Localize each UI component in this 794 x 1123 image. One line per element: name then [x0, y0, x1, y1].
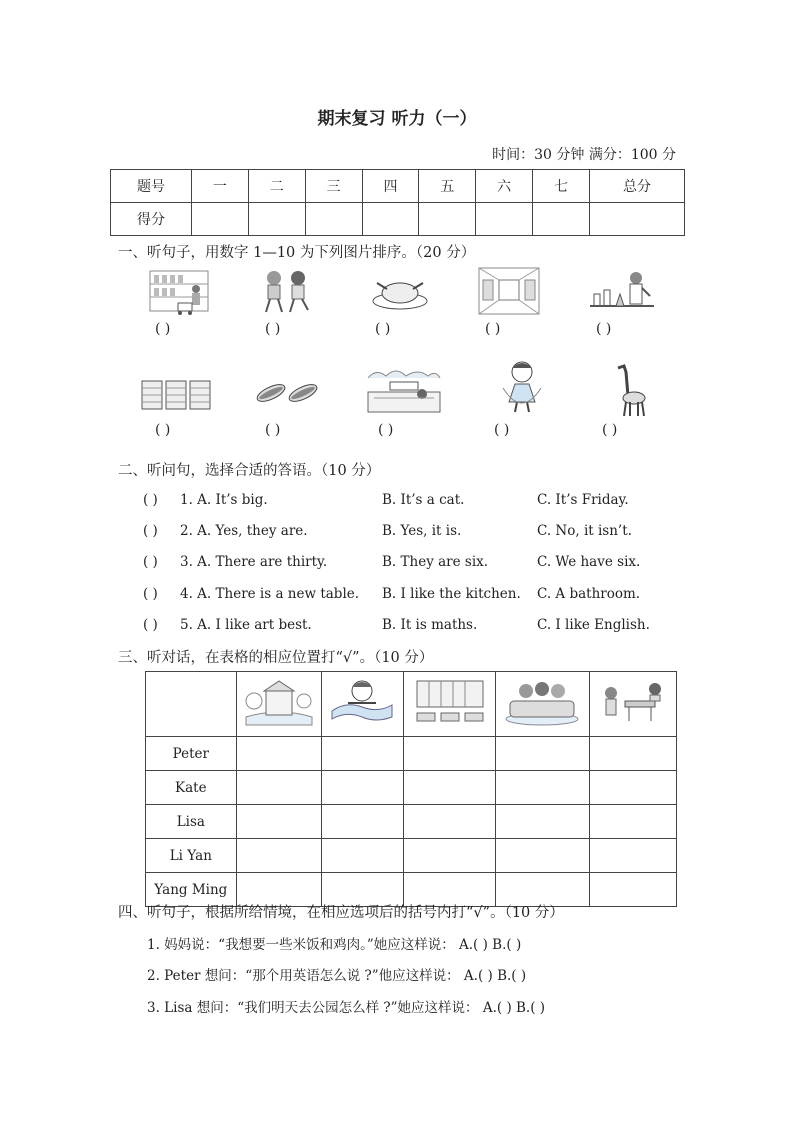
answer-blank[interactable]: ( ): [596, 321, 612, 337]
situation-item-3: 3. Lisa 想问：“我们明天去公园怎么样 ?”她应这样说： A.( ) B.( ): [147, 1000, 546, 1016]
situation-item-2: 2. Peter 想问：“那个用英语怎么说 ?”他应这样说： A.( ) B.( ): [147, 968, 527, 984]
score-table-header-row: [111, 170, 685, 203]
score-cell[interactable]: [476, 203, 533, 236]
check-cell[interactable]: [403, 737, 495, 771]
score-cell[interactable]: [305, 203, 362, 236]
score-header-cell: 四: [362, 170, 419, 203]
amusement-park-picture-icon: [242, 677, 316, 727]
score-header-cell: 五: [419, 170, 476, 203]
answer-blank[interactable]: ( ): [265, 422, 281, 438]
hot-dogs-picture-icon: [255, 376, 321, 410]
answer-blank[interactable]: ( ): [143, 617, 158, 633]
option-a: 2. A. Yes, they are.: [180, 523, 308, 539]
table-row: [146, 805, 677, 839]
checkmark-table: [145, 671, 677, 907]
check-cell[interactable]: [236, 771, 321, 805]
section2-heading: 二、听问句，选择合适的答语。（10 分）: [118, 463, 381, 479]
time-info: 时间：30 分钟 满分：100 分: [492, 147, 676, 163]
option-a: 5. A. I like art best.: [180, 617, 312, 633]
table-row: [146, 737, 677, 771]
score-header-cell: 七: [533, 170, 590, 203]
answer-blank[interactable]: ( ): [375, 321, 391, 337]
score-cell[interactable]: [590, 203, 685, 236]
corner-cell: [146, 672, 237, 737]
option-c: C. A bathroom.: [537, 586, 641, 602]
table-row: [146, 839, 677, 873]
score-header-cell: 题号: [111, 170, 192, 203]
score-cell[interactable]: [248, 203, 305, 236]
column-picture-cell: [496, 672, 589, 737]
check-cell[interactable]: [403, 839, 495, 873]
swimming-picture-icon: [328, 677, 396, 727]
student-name: Li Yan: [146, 839, 237, 873]
page-title: 期末复习 听力（一）: [317, 109, 477, 129]
answer-blank[interactable]: ( ): [143, 586, 158, 602]
check-cell[interactable]: [236, 805, 321, 839]
score-cell[interactable]: [192, 203, 249, 236]
check-cell[interactable]: [589, 805, 676, 839]
answer-blank[interactable]: ( ): [155, 321, 171, 337]
score-header-cell: 总分: [590, 170, 685, 203]
check-cell[interactable]: [321, 771, 403, 805]
option-b: B. They are six.: [382, 554, 489, 570]
column-picture-cell: [403, 672, 495, 737]
people-at-table-picture-icon: [597, 677, 669, 727]
answer-blank[interactable]: ( ): [143, 554, 158, 570]
score-header-cell: 六: [476, 170, 533, 203]
answer-blank[interactable]: ( ): [485, 321, 501, 337]
check-cell[interactable]: [496, 839, 589, 873]
situation-item-1: 1. 妈妈说：“我想要一些米饭和鸡肉。”她应这样说： A.( ) B.( ): [147, 937, 522, 953]
score-header-cell: 三: [305, 170, 362, 203]
score-row-label: 得分: [111, 203, 192, 236]
score-cell[interactable]: [362, 203, 419, 236]
classroom-picture-icon: [411, 677, 489, 727]
check-cell[interactable]: [589, 873, 676, 907]
checkmark-table-header: [146, 672, 677, 737]
option-b: B. Yes, it is.: [382, 523, 462, 539]
score-cell[interactable]: [533, 203, 590, 236]
check-cell[interactable]: [496, 771, 589, 805]
answer-blank[interactable]: ( ): [155, 422, 171, 438]
family-sofa-picture-icon: [502, 677, 582, 727]
score-header-cell: 一: [192, 170, 249, 203]
check-cell[interactable]: [403, 805, 495, 839]
section4-heading: 四、听句子，根据所给情境，在相应选项后的括号内打“√”。（10 分）: [118, 905, 564, 921]
table-row: [146, 771, 677, 805]
girl-skipping-rope-picture-icon: [495, 358, 549, 416]
option-b: B. I like the kitchen.: [382, 586, 521, 602]
option-b: B. It is maths.: [382, 617, 478, 633]
score-table-score-row: [111, 203, 685, 236]
check-cell[interactable]: [236, 737, 321, 771]
check-cell[interactable]: [496, 737, 589, 771]
answer-blank[interactable]: ( ): [378, 422, 394, 438]
student-name: Kate: [146, 771, 237, 805]
score-cell[interactable]: [419, 203, 476, 236]
student-name: Lisa: [146, 805, 237, 839]
column-picture-cell: [321, 672, 403, 737]
giraffe-picture-icon: [610, 360, 650, 418]
option-c: C. I like English.: [537, 617, 650, 633]
supermarket-picture-icon: [148, 267, 210, 317]
option-c: C. We have six.: [537, 554, 641, 570]
section1-heading: 一、听句子，用数字 1—10 为下列图片排序。（20 分）: [118, 245, 476, 261]
check-cell[interactable]: [321, 805, 403, 839]
hallway-picture-icon: [477, 266, 541, 316]
score-table: [110, 169, 685, 236]
science-lab-picture-icon: [588, 266, 656, 316]
check-cell[interactable]: [589, 839, 676, 873]
option-a: 3. A. There are thirty.: [180, 554, 328, 570]
option-c: C. It’s Friday.: [537, 492, 629, 508]
zoo-entrance-picture-icon: [366, 364, 442, 414]
answer-blank[interactable]: ( ): [602, 422, 618, 438]
roast-chicken-picture-icon: [371, 275, 429, 311]
answer-blank[interactable]: ( ): [143, 523, 158, 539]
answer-blank[interactable]: ( ): [265, 321, 281, 337]
check-cell[interactable]: [589, 771, 676, 805]
student-name: Yang Ming: [146, 873, 237, 907]
check-cell[interactable]: [403, 771, 495, 805]
score-header-cell: 二: [248, 170, 305, 203]
column-picture-cell: [589, 672, 676, 737]
student-name: Peter: [146, 737, 237, 771]
column-picture-cell: [236, 672, 321, 737]
check-cell[interactable]: [321, 737, 403, 771]
answer-blank[interactable]: ( ): [494, 422, 510, 438]
option-b: B. It’s a cat.: [382, 492, 465, 508]
section3-heading: 三、听对话，在表格的相应位置打“√”。（10 分）: [118, 650, 434, 666]
check-cell[interactable]: [321, 839, 403, 873]
check-cell[interactable]: [496, 805, 589, 839]
option-a: 4. A. There is a new table.: [180, 586, 360, 602]
option-c: C. No, it isn’t.: [537, 523, 632, 539]
stack-of-books-picture-icon: [140, 375, 212, 411]
answer-blank[interactable]: ( ): [143, 492, 158, 508]
option-a: 1. A. It’s big.: [180, 492, 268, 508]
check-cell[interactable]: [589, 737, 676, 771]
check-cell[interactable]: [236, 839, 321, 873]
children-playing-picture-icon: [258, 268, 316, 316]
